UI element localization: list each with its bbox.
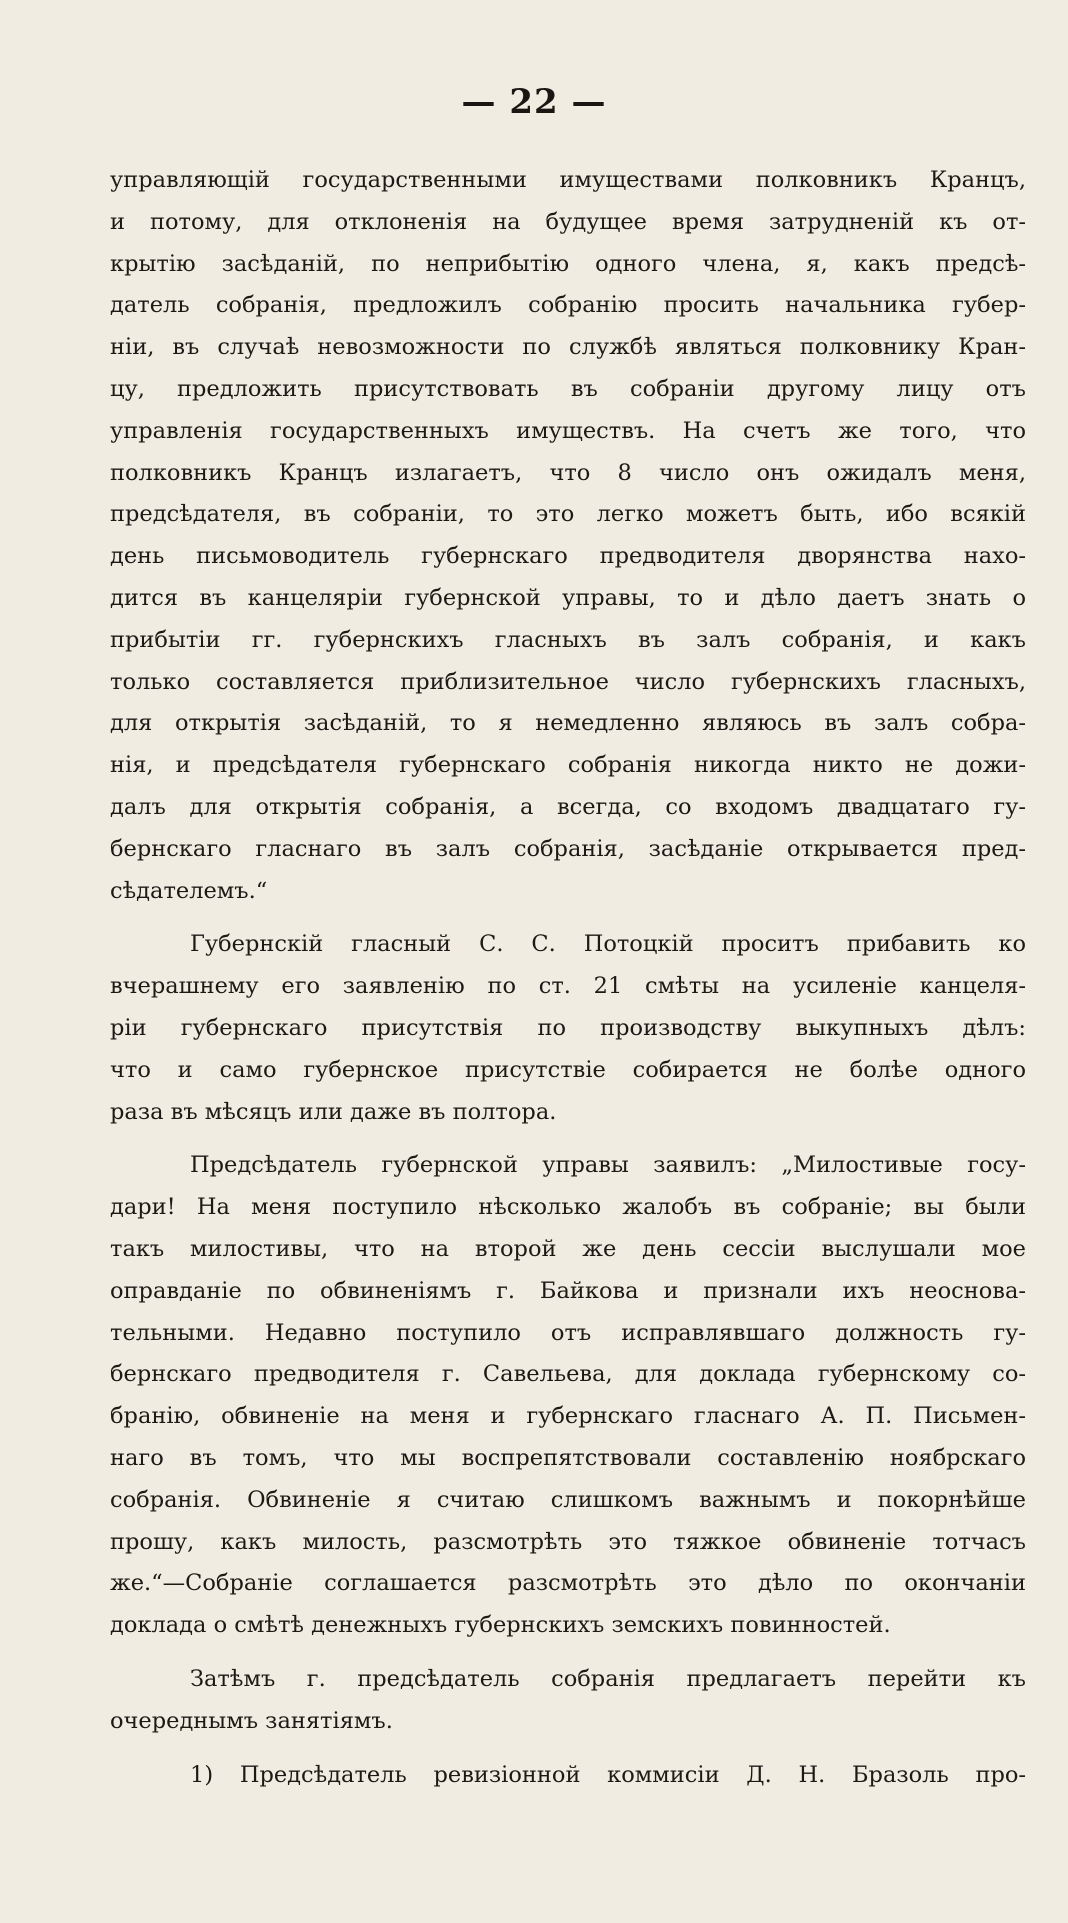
text-line: крытію засѣданій, по неприбытію одного члена, я, какъ предсѣ- — [110, 250, 1026, 277]
text-line: для открытія засѣданій, то я немедленно являюсь въ залъ собра- — [110, 710, 1026, 737]
text-line: далъ для открытія собранія, а всегда, со входомъ двадцатаго гу- — [110, 794, 1026, 820]
text-line: доклада о смѣтѣ денежныхъ губернскихъ земскихъ повинностей. — [110, 1612, 891, 1639]
text-line: оправданіе по обвиненіямъ г. Байкова и признали ихъ неоснова- — [110, 1277, 1026, 1304]
text-line: сѣдателемъ.“ — [110, 877, 268, 904]
text-line: тельными. Недавно поступило отъ исправлявшаго должность гу- — [110, 1319, 1026, 1346]
text-line: управляющій государственными имуществами полковникъ Кранцъ, — [110, 167, 1026, 193]
text-line: датель собранія, предложилъ собранію просить начальника губер- — [110, 292, 1026, 319]
text-line: же.“—Собраніе соглашается разсмотрѣть это дѣло по окончаніи — [110, 1570, 1026, 1597]
text-line: нія, и предсѣдателя губернскаго собранія никогда никто не дожи- — [110, 752, 1026, 779]
text-line: предсѣдателя, въ собраніи, то это легко можетъ быть, ибо всякій — [110, 501, 1026, 528]
text-line: наго въ томъ, что мы воспрепятствовали составленію ноябрскаго — [110, 1445, 1026, 1471]
text-line: раза въ мѣсяцъ или даже въ полтора. — [110, 1098, 557, 1125]
text-line: прибытіи гг. губернскихъ гласныхъ въ залъ собранія, и какъ — [110, 626, 1026, 653]
text-line: управленія государственныхъ имуществъ. На счетъ же того, что — [110, 417, 1026, 444]
text-line: Затѣмъ г. предсѣдатель собранія предлагаетъ перейти къ — [190, 1666, 1026, 1692]
text-line: ніи, въ случаѣ невозможности по службѣ являться полковнику Кран- — [110, 334, 1026, 361]
text-line: дари! На меня поступило нѣсколько жалобъ въ собраніе; вы были — [110, 1194, 1026, 1221]
text-line: Губернскій гласный С. С. Потоцкій проситъ прибавить ко — [190, 931, 1026, 958]
text-line: очереднымъ занятіямъ. — [110, 1707, 393, 1734]
page-number: — 22 — — [461, 82, 607, 122]
text-line: вчерашнему его заявленію по ст. 21 смѣты на усиленіе канцеля- — [110, 973, 1026, 1000]
text-line: день письмоводитель губернскаго предводителя дворянства нахо- — [110, 543, 1026, 570]
text-line: собранія. Обвиненіе я считаю слишкомъ важнымъ и покорнѣйше — [110, 1486, 1026, 1513]
text-line: ріи губернскаго присутствія по производству выкупныхъ дѣлъ: — [110, 1015, 1026, 1041]
text-line: 1) Предсѣдатель ревизіонной коммисіи Д. Н. Бразоль про- — [190, 1761, 1026, 1788]
text-line: бернскаго предводителя г. Савельева, для доклада губернскому со- — [110, 1361, 1026, 1388]
text-line: бернскаго гласнаго въ залъ собранія, засѣданіе открывается пред- — [110, 835, 1026, 862]
text-line: прошу, какъ милость, разсмотрѣть это тяжкое обвиненіе тотчасъ — [110, 1528, 1026, 1555]
text-line: и потому, для отклоненія на будущее время затрудненій къ от- — [110, 208, 1026, 235]
text-line: дится въ канцеляріи губернской управы, то и дѣло даетъ знать о — [110, 585, 1026, 611]
text-line: цу, предложить присутствовать въ собраніи другому лицу отъ — [110, 376, 1026, 402]
text-line: такъ милостивы, что на второй же день сессіи выслушали мое — [110, 1236, 1026, 1262]
text-line: только составляется приблизительное число губернскихъ гласныхъ, — [110, 668, 1026, 695]
text-line: Предсѣдатель губернской управы заявилъ: „Милостивые госу- — [190, 1152, 1026, 1179]
text-line: бранію, обвиненіе на меня и губернскаго гласнаго А. П. Письмен- — [110, 1403, 1026, 1430]
text-line: полковникъ Кранцъ излагаетъ, что 8 число онъ ожидалъ меня, — [110, 459, 1026, 486]
text-line: что и само губернское присутствіе собирается не болѣе одного — [110, 1056, 1026, 1083]
